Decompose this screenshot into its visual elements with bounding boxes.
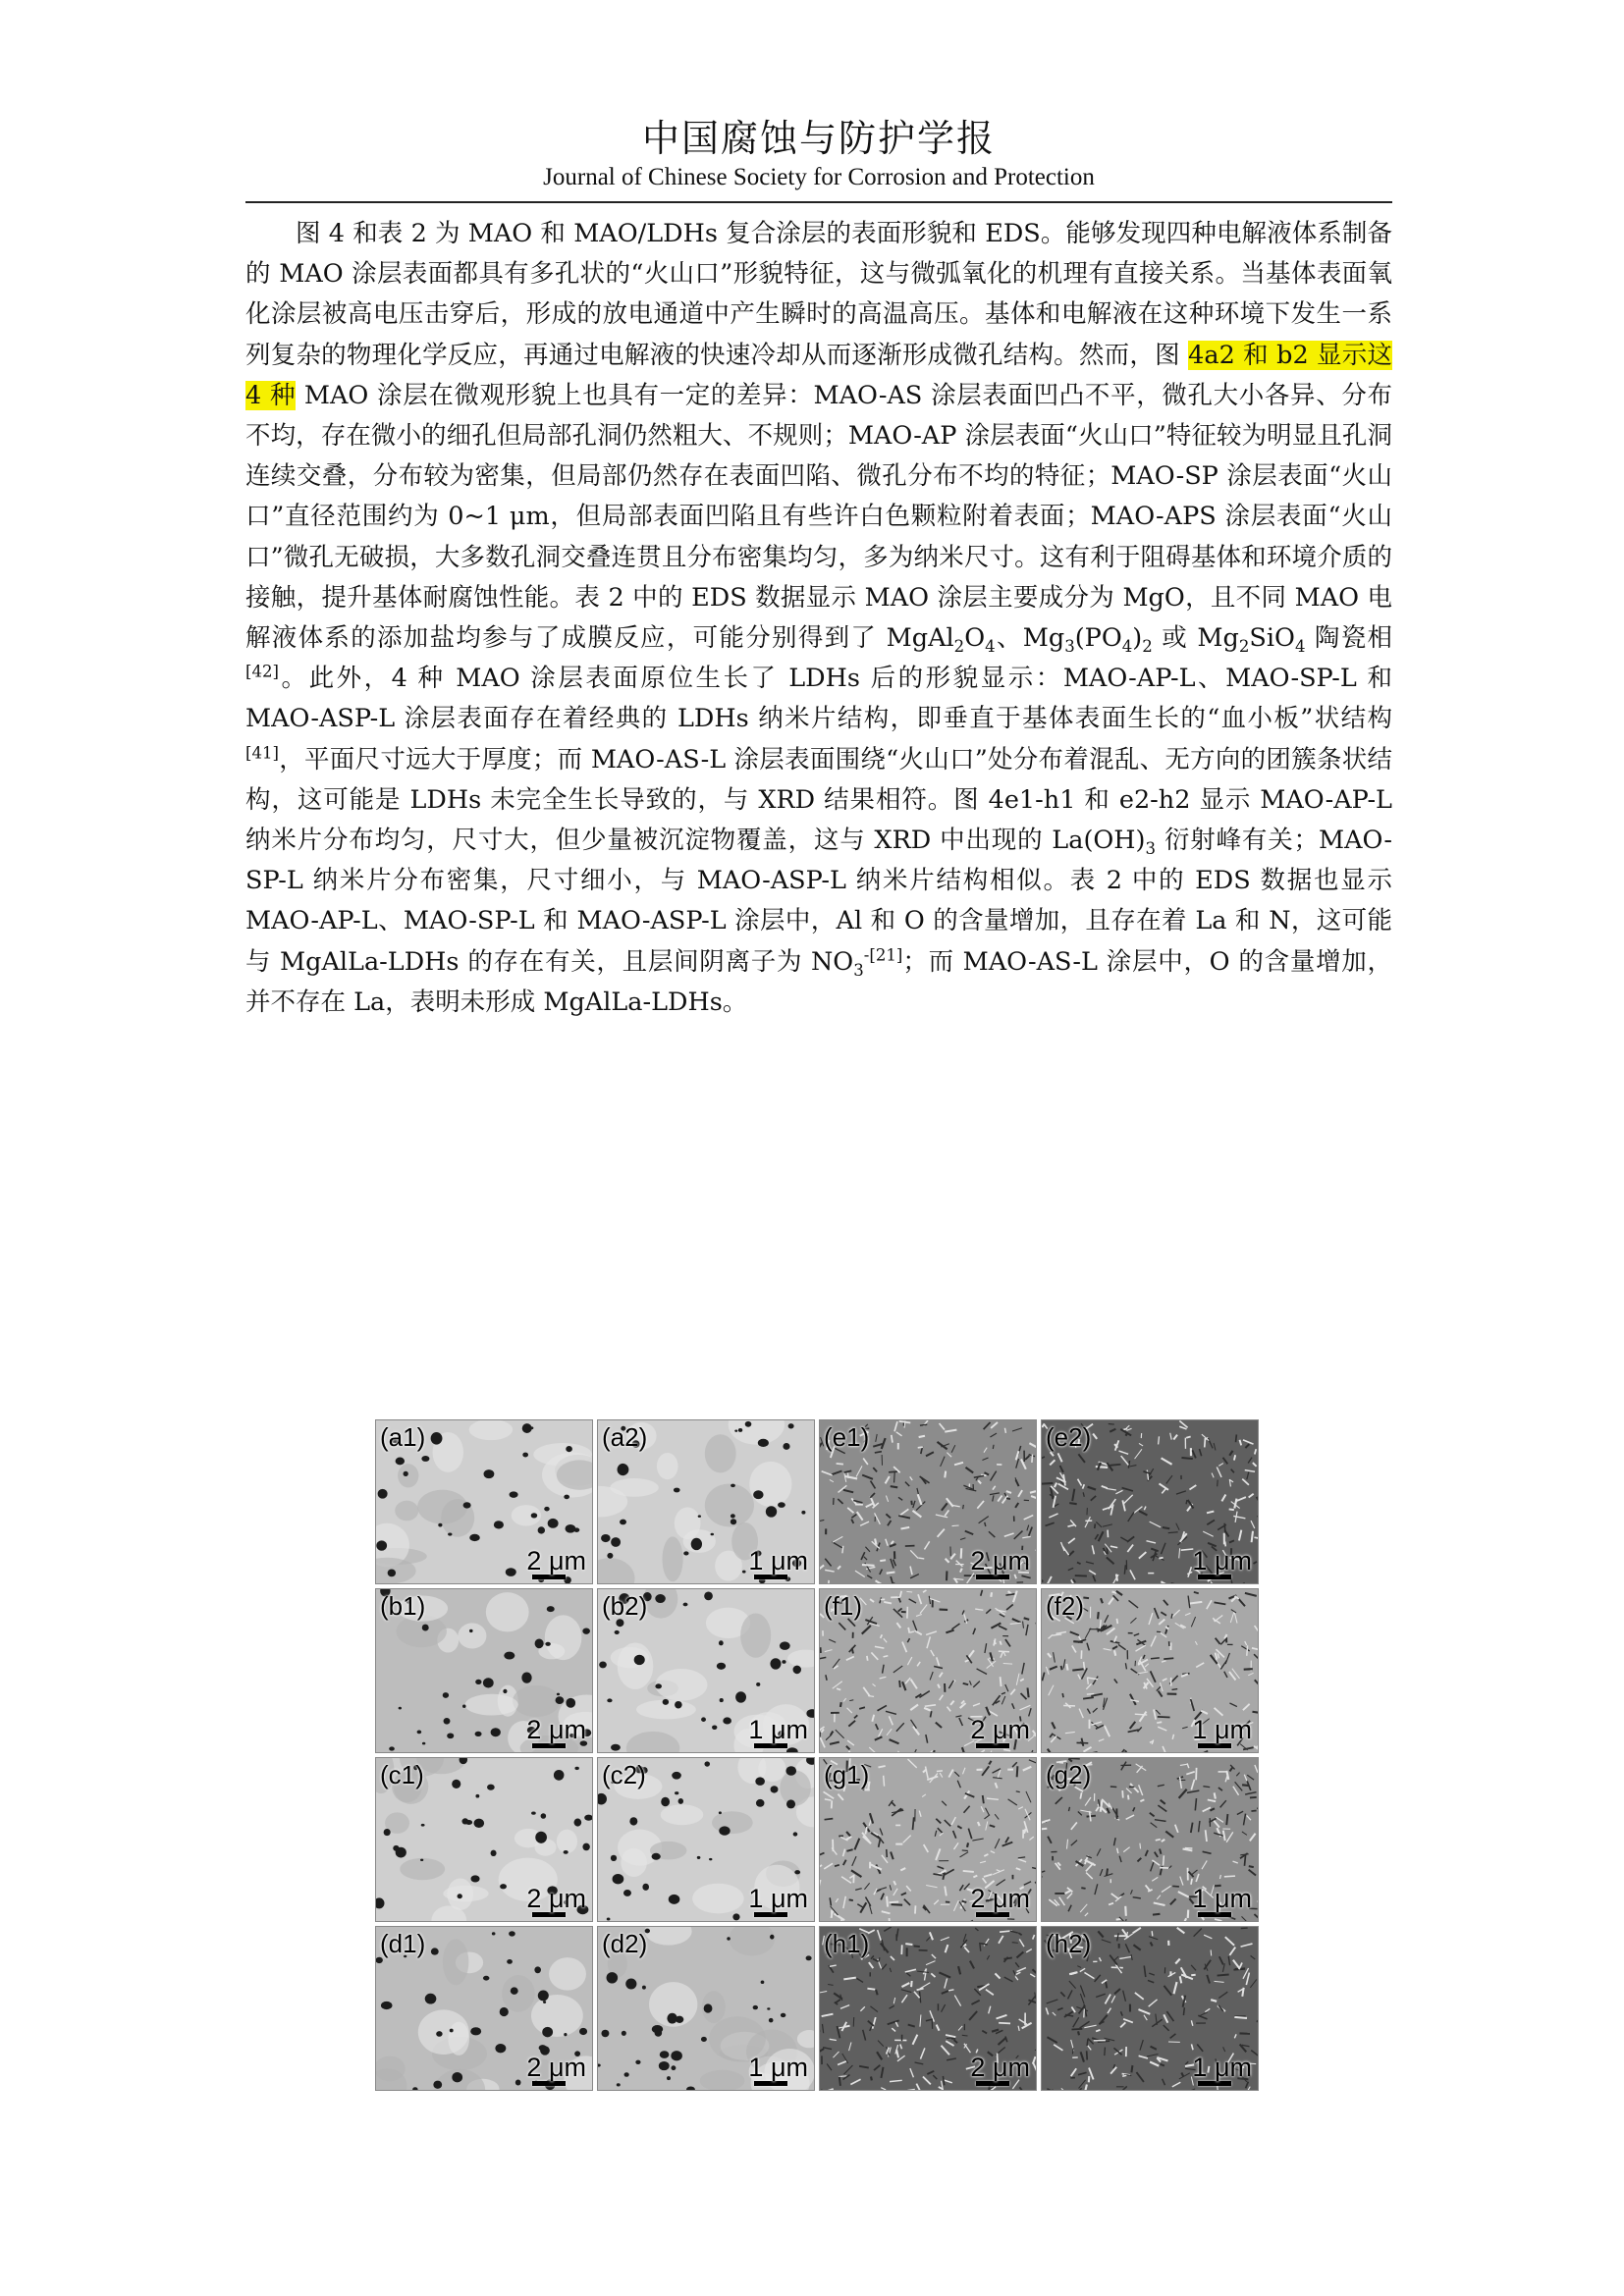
journal-header — [245, 116, 1392, 194]
text-run: O — [964, 623, 986, 654]
text-run: SiO — [1249, 623, 1295, 654]
scale-label: 1 μm — [1192, 1546, 1252, 1575]
panel-label: (d1) — [380, 1929, 426, 1958]
text-run: 图 4 和表 2 为 MAO 和 MAO/LDHs 复合涂层的表面形貌和 EDS。能够发现四种电解液体系制备的 MAO 涂层表面都具有多孔状的“火山口”形貌特征，这与微弧氧化的机理有直接关系。当基体表面氧化涂层被高电压击穿后，形成的放电通道中产生瞬时的高温高压。基体和电解液在这种环境下发生一系列复杂的物理化学反应，再通过电解液的快速冷却从而逐渐形成微孔结构。然而，图 — [245, 219, 1392, 370]
sem-panel-f2 — [1041, 1588, 1259, 1753]
scale-label: 1 μm — [748, 2053, 808, 2082]
scale-bar — [526, 2053, 586, 2086]
scale-label: 1 μm — [748, 1546, 808, 1575]
scale-label: 2 μm — [970, 2053, 1030, 2082]
sem-panel-g1 — [819, 1757, 1037, 1922]
scale-label: 1 μm — [1192, 2053, 1252, 2082]
highlighted-text: 4a2 和 b2 显示这 4 种 — [245, 340, 1393, 410]
sem-panel-d2 — [597, 1926, 815, 2091]
panel-label: (f1) — [824, 1591, 862, 1621]
scale-bar — [748, 1715, 808, 1748]
sem-panel-c2 — [597, 1757, 815, 1922]
scale-bar — [970, 1546, 1030, 1579]
scale-label: 2 μm — [970, 1546, 1030, 1575]
panel-label: (a2) — [602, 1422, 648, 1452]
subscript: 2 — [1238, 637, 1250, 657]
scale-bar — [1192, 1546, 1252, 1579]
subscript: 2 — [1142, 637, 1153, 657]
scale-bar — [970, 1884, 1030, 1917]
scale-bar — [526, 1546, 586, 1579]
scale-label: 2 μm — [526, 2053, 586, 2082]
subscript: 4 — [985, 637, 996, 657]
panel-label: (e2) — [1046, 1422, 1092, 1452]
sem-panel-b2 — [597, 1588, 815, 1753]
scale-bar — [1192, 2053, 1252, 2086]
body-text — [245, 214, 1392, 1023]
subscript: 4 — [1121, 637, 1133, 657]
journal-title-cn: 中国腐蚀与防护学报 — [641, 117, 996, 160]
scale-label: 2 μm — [526, 1546, 586, 1575]
scale-label: 1 μm — [748, 1884, 808, 1913]
panel-label: (h1) — [824, 1929, 870, 1958]
sem-panel-e2 — [1041, 1419, 1259, 1584]
scale-bar — [748, 1546, 808, 1579]
text-run: ) — [1132, 623, 1143, 654]
scale-label: 2 μm — [526, 1715, 586, 1744]
scale-bar — [1192, 1715, 1252, 1748]
sem-panel-b1 — [375, 1588, 593, 1753]
text-run: 、Mg — [995, 623, 1065, 654]
scale-label: 2 μm — [526, 1884, 586, 1913]
text-run: MAO 涂层在微观形貌上也具有一定的差异：MAO-AS 涂层表面凹凸不平，微孔大小各异、分布不均，存在微小的细孔但局部孔洞仍然粗大、不规则；MAO-AP 涂层表面“火山口”特征较为明显且孔洞连续交叠，分布较为密集，但局部仍然存在表面凹陷、微孔分布不均的特征；MAO-SP 涂层表面“火山口”直径范围约为 0~1 μm，但局部表面凹陷且有些许白色颗粒附着表面；MAO-APS 涂层表面“火山口”微孔无破损，大多数孔洞交叠连贯且分布密集均匀，多为纳米尺寸。这有利于阻碍基体和环境介质的接触，提升基体耐腐蚀性能。表 2 中的 EDS 数据显示 MAO 涂层主要成分为 MgO，且不同 MAO 电解液体系的添加盐均参与了成膜反应，可能分别得到了 MgAl — [245, 380, 1392, 654]
panel-label: (h2) — [1046, 1929, 1092, 1958]
panel-label: (b2) — [602, 1591, 648, 1621]
body-paragraph — [245, 214, 1392, 1023]
scale-bar — [970, 1715, 1030, 1748]
panel-label: (d2) — [602, 1929, 648, 1958]
panel-label: (c1) — [380, 1760, 424, 1789]
citation: [41] — [245, 743, 279, 763]
sem-panel-h2 — [1041, 1926, 1259, 2091]
sem-panel-h1 — [819, 1926, 1037, 2091]
sem-panel-a2 — [597, 1419, 815, 1584]
subscript: 3 — [1145, 839, 1157, 859]
scale-label: 1 μm — [1192, 1715, 1252, 1744]
scale-label: 1 μm — [1192, 1884, 1252, 1913]
text-run: 陶瓷相 — [1305, 623, 1392, 654]
citation: -[21] — [863, 945, 903, 965]
sem-panel-f1 — [819, 1588, 1037, 1753]
header-rule — [245, 201, 1392, 203]
subscript: 4 — [1294, 637, 1306, 657]
subscript: 3 — [853, 960, 864, 980]
panel-label: (c2) — [602, 1760, 646, 1789]
panel-label: (e1) — [824, 1422, 870, 1452]
text-run: 衍射峰有关；MAO-SP-L 纳米片分布密集，尺寸细小，与 MAO-ASP-L 纳米片结构相似。表 2 中的 EDS 数据也显示 MAO-AP-L、MAO-SP-L 和 MAO-ASP-L 涂层中，Al 和 O 的含量增加，且存在着 La 和 N，这可能与 MgAlLa-LDHs 的存在有关，且层间阴离子为 NO — [245, 826, 1392, 977]
text-run: 或 Mg — [1152, 623, 1239, 654]
subscript: 3 — [1064, 637, 1075, 657]
panel-label: (a1) — [380, 1422, 426, 1452]
sem-panel-a1 — [375, 1419, 593, 1584]
panel-label: (f2) — [1046, 1591, 1084, 1621]
sem-panel-e1 — [819, 1419, 1037, 1584]
sem-panel-g2 — [1041, 1757, 1259, 1922]
panel-label: (g2) — [1046, 1760, 1092, 1789]
scale-bar — [1192, 1884, 1252, 1917]
sem-figure-grid — [375, 1419, 1257, 2089]
scale-bar — [526, 1715, 586, 1748]
scale-bar — [748, 2053, 808, 2086]
scale-label: 2 μm — [970, 1884, 1030, 1913]
journal-title-en: Journal of Chinese Society for Corrosion and Protection — [543, 164, 1095, 190]
scale-bar — [748, 1884, 808, 1917]
text-run: ，平面尺寸远大于厚度；而 MAO-AS-L 涂层表面围绕“火山口”处分布着混乱、无方向的团簇条状结构，这可能是 LDHs 未完全生长导致的，与 XRD 结果相符。图 4e1-h1 和 e2-h2 显示 MAO-AP-L 纳米片分布均匀，尺寸大，但少量被沉淀物覆盖，这与 XRD 中出现的 La(OH) — [245, 744, 1392, 856]
subscript: 2 — [953, 637, 965, 657]
sem-panel-c1 — [375, 1757, 593, 1922]
sem-panel-d1 — [375, 1926, 593, 2091]
scale-bar — [970, 2053, 1030, 2086]
text-run: ；而 MAO-AS-L 涂层中，O 的含量增加，并不存在 La，表明未形成 MgAlLa-LDHs。 — [245, 946, 1393, 1017]
citation: [42] — [245, 662, 279, 681]
scale-bar — [526, 1884, 586, 1917]
text-run: (PO — [1074, 623, 1122, 654]
panel-label: (g1) — [824, 1760, 870, 1789]
scale-label: 1 μm — [748, 1715, 808, 1744]
scale-label: 2 μm — [970, 1715, 1030, 1744]
panel-label: (b1) — [380, 1591, 426, 1621]
text-run: 。此外，4 种 MAO 涂层表面原位生长了 LDHs 后的形貌显示：MAO-AP-L、MAO-SP-L 和 MAO-ASP-L 涂层表面存在着经典的 LDHs 纳米片结构，即垂直于基体表面生长的“血小板”状结构 — [245, 664, 1392, 734]
